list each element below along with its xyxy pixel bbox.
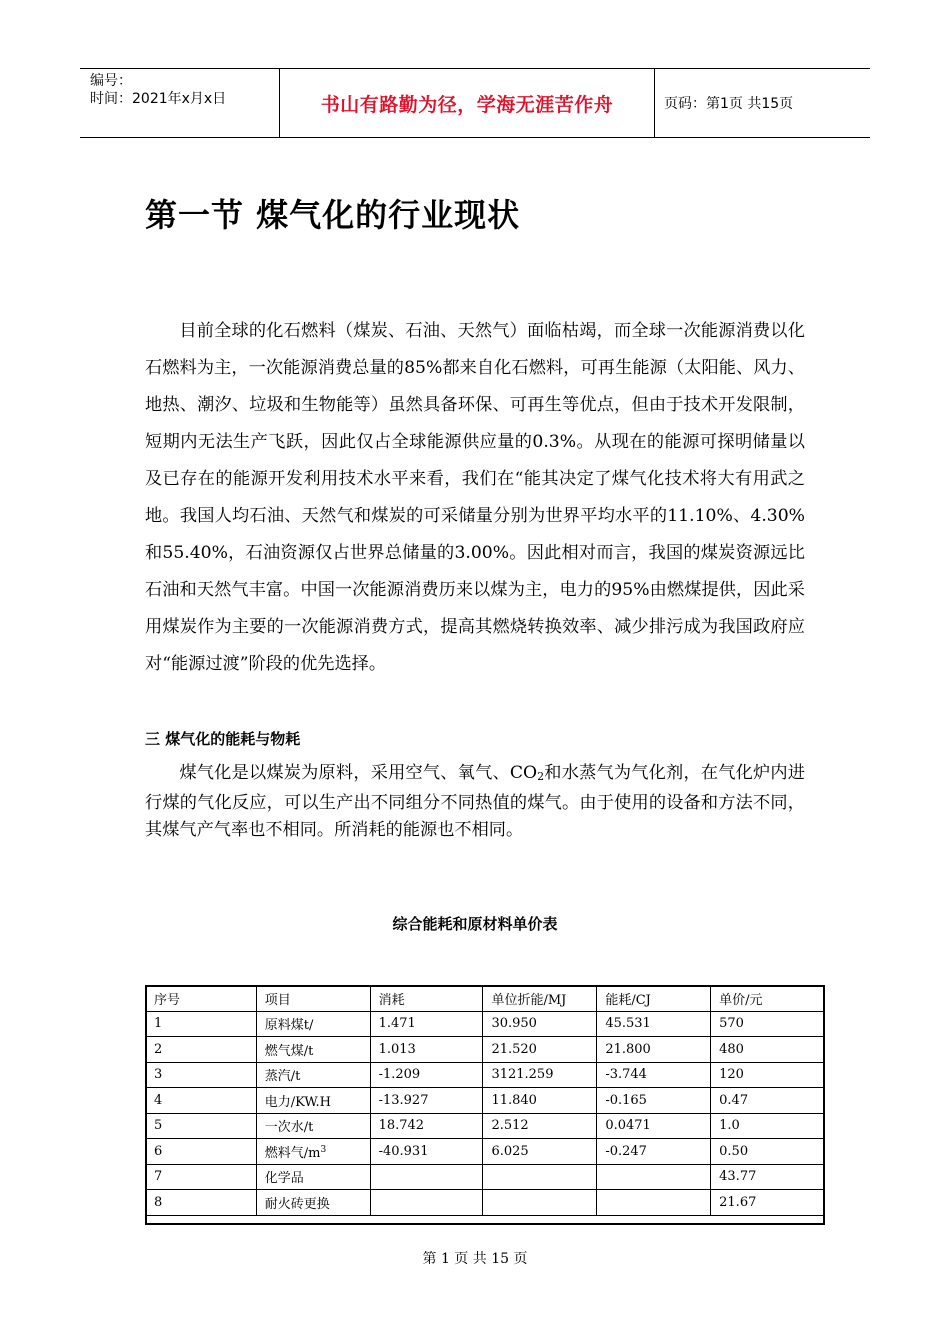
table-cell: 21.800 bbox=[597, 1037, 711, 1063]
paragraph2-text-b: 和水蒸气为气化剂，在气化炉内进行煤的气化反应，可以生产出不同组分不同热值的煤气。由于使用的设备和方法不同，其煤气产气率也不相同。所消耗的能源也不相同。 bbox=[145, 763, 805, 840]
table-cell: 6 bbox=[146, 1139, 257, 1165]
table-header-cell: 消耗 bbox=[370, 986, 483, 1012]
table-header-cell: 单位折能/MJ bbox=[483, 986, 597, 1012]
time-label: 时间：2021年x月x日 bbox=[90, 91, 227, 107]
table-cell: 电力/KW.H bbox=[256, 1088, 370, 1114]
page-info: 页码：第1页 共15页 bbox=[664, 96, 794, 112]
header-meta bbox=[80, 69, 280, 137]
table-cell: 30.950 bbox=[483, 1011, 597, 1037]
table-cell: 0.0471 bbox=[597, 1113, 711, 1139]
table-row bbox=[146, 1011, 825, 1037]
table-cell: 4 bbox=[146, 1088, 257, 1114]
table-row bbox=[146, 1037, 825, 1063]
table-cell bbox=[370, 1190, 483, 1216]
energy-price-table bbox=[145, 985, 825, 1216]
table-row bbox=[146, 1088, 825, 1114]
page-footer: 第 1 页 共 15 页 bbox=[422, 1251, 528, 1267]
table-cell: 蒸汽/t bbox=[256, 1062, 370, 1088]
table-row bbox=[146, 1190, 825, 1216]
table-row bbox=[146, 1139, 825, 1165]
table-cell: -40.931 bbox=[370, 1139, 483, 1165]
table-cell: 11.840 bbox=[483, 1088, 597, 1114]
table-header-row bbox=[146, 986, 825, 1012]
cubic-superscript: 3 bbox=[320, 1144, 327, 1155]
table-cell: 45.531 bbox=[597, 1011, 711, 1037]
header-motto-cell bbox=[280, 69, 655, 137]
table-cell: 耐火砖更换 bbox=[256, 1190, 370, 1216]
table-cell: 3 bbox=[146, 1062, 257, 1088]
table-cell: 0.50 bbox=[711, 1139, 825, 1165]
number-label: 编号： bbox=[90, 73, 132, 89]
table-cell-text: 燃料气/m bbox=[264, 1145, 321, 1161]
gasification-paragraph bbox=[145, 760, 805, 844]
paragraph2-text-a: 煤气化是以煤炭为原料，采用空气、氧气、CO bbox=[179, 763, 538, 783]
table-cell: -13.927 bbox=[370, 1088, 483, 1114]
page-title: 第一节 煤气化的行业现状 bbox=[145, 196, 521, 234]
table-header-cell: 项目 bbox=[256, 986, 370, 1012]
table-row bbox=[146, 1113, 825, 1139]
table-cell: -3.744 bbox=[597, 1062, 711, 1088]
co2-subscript: 2 bbox=[537, 770, 545, 783]
table-header-cell: 能耗/CJ bbox=[597, 986, 711, 1012]
page-header bbox=[80, 68, 870, 138]
section-heading: 三 煤气化的能耗与物耗 bbox=[145, 730, 301, 748]
table-cell: 8 bbox=[146, 1190, 257, 1216]
table-cell: 燃气煤/t bbox=[256, 1037, 370, 1063]
table-cell: -0.165 bbox=[597, 1088, 711, 1114]
table-cell: 5 bbox=[146, 1113, 257, 1139]
table-cell bbox=[256, 1139, 370, 1165]
table-cell bbox=[483, 1164, 597, 1190]
table-cell: 18.742 bbox=[370, 1113, 483, 1139]
table-cell: 化学品 bbox=[256, 1164, 370, 1190]
table-cell: 0.47 bbox=[711, 1088, 825, 1114]
table-cell: 1 bbox=[146, 1011, 257, 1037]
table-header-cell: 序号 bbox=[146, 986, 257, 1012]
motto: 书山有路勤为径，学海无涯苦作舟 bbox=[320, 93, 614, 116]
table-cell: -1.209 bbox=[370, 1062, 483, 1088]
table-cell: 1.013 bbox=[370, 1037, 483, 1063]
table-cell: 43.77 bbox=[711, 1164, 825, 1190]
table-row bbox=[146, 1062, 825, 1088]
table-cell: 7 bbox=[146, 1164, 257, 1190]
header-page-info-cell bbox=[654, 69, 870, 137]
table-cell: 480 bbox=[711, 1037, 825, 1063]
table-cell: 2.512 bbox=[483, 1113, 597, 1139]
table-cell bbox=[597, 1190, 711, 1216]
table-cell bbox=[597, 1164, 711, 1190]
table-cell: 21.520 bbox=[483, 1037, 597, 1063]
table-cell: 2 bbox=[146, 1037, 257, 1063]
table-cell bbox=[483, 1190, 597, 1216]
table-cell: -0.247 bbox=[597, 1139, 711, 1165]
table-row bbox=[146, 1164, 825, 1190]
table-cell: 570 bbox=[711, 1011, 825, 1037]
table-cell: 1.0 bbox=[711, 1113, 825, 1139]
table-cell: 原料煤t/ bbox=[256, 1011, 370, 1037]
table-header-cell: 单价/元 bbox=[711, 986, 825, 1012]
table-cell: 1.471 bbox=[370, 1011, 483, 1037]
table-cell: 一次水/t bbox=[256, 1113, 370, 1139]
table-caption: 综合能耗和原材料单价表 bbox=[392, 915, 558, 933]
table-cell: 6.025 bbox=[483, 1139, 597, 1165]
table-cell: 120 bbox=[711, 1062, 825, 1088]
table-cell bbox=[370, 1164, 483, 1190]
intro-paragraph: 目前全球的化石燃料（煤炭、石油、天然气）面临枯竭，而全球一次能源消费以化石燃料为主，一次能源消费总量的85%都来自化石燃料，可再生能源（太阳能、风力、地热、潮汐、垃圾和生物能等）虽然具备环保、可再生等优点，但由于技术开发限制，短期内无法生产飞跃，因此仅占全球能源供应量的0.3%。从现在的能源可探明储量以及已存在的能源开发利用技术水平来看，我们在“能其决定了煤气化技术将大有用武之地。我国人均石油、天然气和煤炭的可采储量分别为世界平均水平的11.10%、4.30%和55.40%，石油资源仅占世界总储量的3.00%。因此相对而言，我国的煤炭资源远比石油和天然气丰富。中国一次能源消费历来以煤为主，电力的95%由燃煤提供，因此采用煤炭作为主要的一次能源消费方式，提高其燃烧转换效率、减少排污成为我国政府应对“能源过渡”阶段的优先选择。 bbox=[145, 321, 805, 674]
table-cell: 21.67 bbox=[711, 1190, 825, 1216]
table-cell: 3121.259 bbox=[483, 1062, 597, 1088]
